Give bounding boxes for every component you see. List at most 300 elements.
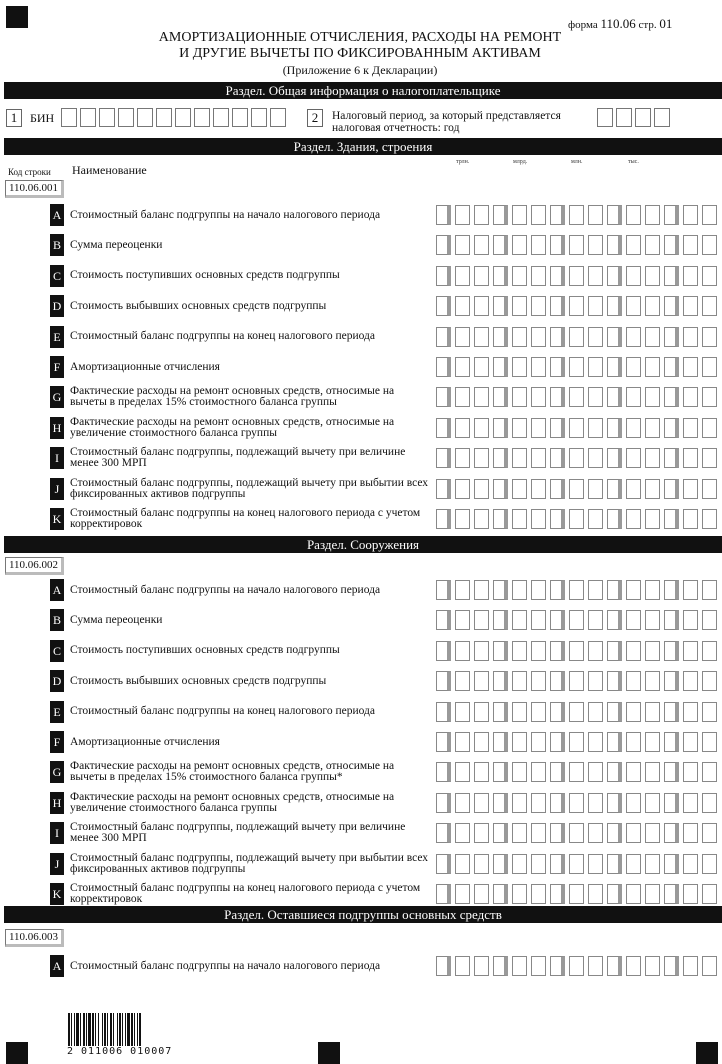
amount-cell[interactable] xyxy=(645,509,660,529)
amount-cell[interactable] xyxy=(493,479,508,499)
amount-cell[interactable] xyxy=(493,327,508,347)
amount-cell[interactable] xyxy=(683,327,698,347)
amount-cell[interactable] xyxy=(455,479,470,499)
amount-cell[interactable] xyxy=(474,641,489,661)
amount-input[interactable] xyxy=(436,235,721,255)
amount-cell[interactable] xyxy=(531,580,546,600)
amount-cell[interactable] xyxy=(474,387,489,407)
amount-cell[interactable] xyxy=(626,266,641,286)
amount-cell[interactable] xyxy=(569,793,584,813)
amount-cell[interactable] xyxy=(607,266,622,286)
amount-cell[interactable] xyxy=(588,702,603,722)
amount-cell[interactable] xyxy=(569,479,584,499)
amount-cell[interactable] xyxy=(512,479,527,499)
amount-cell[interactable] xyxy=(607,418,622,438)
amount-cell[interactable] xyxy=(531,793,546,813)
amount-cell[interactable] xyxy=(493,357,508,377)
amount-input[interactable] xyxy=(436,448,721,468)
bin-cell[interactable] xyxy=(118,108,134,127)
amount-cell[interactable] xyxy=(512,884,527,904)
amount-cell[interactable] xyxy=(626,732,641,752)
bin-cell[interactable] xyxy=(156,108,172,127)
amount-cell[interactable] xyxy=(588,296,603,316)
year-cell[interactable] xyxy=(654,108,670,127)
amount-cell[interactable] xyxy=(588,327,603,347)
amount-cell[interactable] xyxy=(683,235,698,255)
bin-cell[interactable] xyxy=(213,108,229,127)
amount-cell[interactable] xyxy=(626,956,641,976)
amount-cell[interactable] xyxy=(683,884,698,904)
amount-cell[interactable] xyxy=(664,641,679,661)
amount-cell[interactable] xyxy=(683,823,698,843)
amount-cell[interactable] xyxy=(550,884,565,904)
amount-cell[interactable] xyxy=(436,793,451,813)
amount-cell[interactable] xyxy=(550,956,565,976)
amount-cell[interactable] xyxy=(512,641,527,661)
amount-cell[interactable] xyxy=(493,702,508,722)
amount-cell[interactable] xyxy=(512,235,527,255)
amount-cell[interactable] xyxy=(569,235,584,255)
amount-cell[interactable] xyxy=(645,357,660,377)
amount-cell[interactable] xyxy=(436,266,451,286)
amount-cell[interactable] xyxy=(531,479,546,499)
amount-cell[interactable] xyxy=(664,266,679,286)
amount-cell[interactable] xyxy=(436,956,451,976)
amount-cell[interactable] xyxy=(626,823,641,843)
amount-cell[interactable] xyxy=(664,884,679,904)
amount-cell[interactable] xyxy=(512,702,527,722)
amount-cell[interactable] xyxy=(493,884,508,904)
amount-cell[interactable] xyxy=(531,205,546,225)
amount-cell[interactable] xyxy=(626,509,641,529)
amount-cell[interactable] xyxy=(474,793,489,813)
amount-cell[interactable] xyxy=(493,823,508,843)
amount-cell[interactable] xyxy=(550,610,565,630)
amount-input[interactable] xyxy=(436,641,721,661)
year-cell[interactable] xyxy=(635,108,651,127)
amount-cell[interactable] xyxy=(607,671,622,691)
amount-input[interactable] xyxy=(436,884,721,904)
amount-cell[interactable] xyxy=(455,702,470,722)
amount-cell[interactable] xyxy=(436,479,451,499)
amount-cell[interactable] xyxy=(436,418,451,438)
amount-cell[interactable] xyxy=(531,448,546,468)
amount-input[interactable] xyxy=(436,762,721,782)
amount-cell[interactable] xyxy=(588,357,603,377)
amount-cell[interactable] xyxy=(702,884,717,904)
amount-cell[interactable] xyxy=(588,418,603,438)
amount-cell[interactable] xyxy=(607,762,622,782)
amount-cell[interactable] xyxy=(436,732,451,752)
amount-cell[interactable] xyxy=(569,641,584,661)
amount-cell[interactable] xyxy=(550,702,565,722)
amount-cell[interactable] xyxy=(683,266,698,286)
amount-cell[interactable] xyxy=(664,823,679,843)
amount-input[interactable] xyxy=(436,418,721,438)
amount-cell[interactable] xyxy=(588,448,603,468)
amount-cell[interactable] xyxy=(512,387,527,407)
amount-cell[interactable] xyxy=(550,823,565,843)
amount-cell[interactable] xyxy=(474,479,489,499)
amount-input[interactable] xyxy=(436,671,721,691)
amount-cell[interactable] xyxy=(455,509,470,529)
amount-cell[interactable] xyxy=(531,641,546,661)
amount-cell[interactable] xyxy=(493,418,508,438)
amount-cell[interactable] xyxy=(645,641,660,661)
amount-cell[interactable] xyxy=(702,266,717,286)
amount-cell[interactable] xyxy=(607,884,622,904)
amount-cell[interactable] xyxy=(702,671,717,691)
amount-cell[interactable] xyxy=(455,205,470,225)
amount-cell[interactable] xyxy=(588,266,603,286)
amount-cell[interactable] xyxy=(512,823,527,843)
amount-cell[interactable] xyxy=(531,296,546,316)
amount-cell[interactable] xyxy=(512,448,527,468)
amount-cell[interactable] xyxy=(436,448,451,468)
amount-cell[interactable] xyxy=(645,610,660,630)
amount-cell[interactable] xyxy=(455,884,470,904)
amount-cell[interactable] xyxy=(702,418,717,438)
amount-cell[interactable] xyxy=(569,327,584,347)
amount-cell[interactable] xyxy=(664,956,679,976)
amount-cell[interactable] xyxy=(455,956,470,976)
amount-input[interactable] xyxy=(436,479,721,499)
amount-cell[interactable] xyxy=(455,641,470,661)
year-cell[interactable] xyxy=(616,108,632,127)
amount-cell[interactable] xyxy=(683,205,698,225)
amount-cell[interactable] xyxy=(588,479,603,499)
amount-cell[interactable] xyxy=(569,762,584,782)
amount-cell[interactable] xyxy=(474,418,489,438)
amount-cell[interactable] xyxy=(455,732,470,752)
amount-cell[interactable] xyxy=(550,793,565,813)
amount-cell[interactable] xyxy=(702,205,717,225)
amount-cell[interactable] xyxy=(664,732,679,752)
amount-cell[interactable] xyxy=(607,823,622,843)
amount-cell[interactable] xyxy=(645,205,660,225)
amount-cell[interactable] xyxy=(645,296,660,316)
amount-cell[interactable] xyxy=(626,671,641,691)
amount-cell[interactable] xyxy=(550,641,565,661)
amount-cell[interactable] xyxy=(645,479,660,499)
amount-cell[interactable] xyxy=(664,327,679,347)
amount-cell[interactable] xyxy=(683,509,698,529)
amount-cell[interactable] xyxy=(512,793,527,813)
amount-cell[interactable] xyxy=(436,762,451,782)
amount-cell[interactable] xyxy=(645,793,660,813)
amount-cell[interactable] xyxy=(645,266,660,286)
tax-year-input[interactable] xyxy=(597,108,670,127)
amount-cell[interactable] xyxy=(493,762,508,782)
amount-cell[interactable] xyxy=(569,671,584,691)
amount-cell[interactable] xyxy=(569,884,584,904)
amount-cell[interactable] xyxy=(645,387,660,407)
amount-cell[interactable] xyxy=(664,702,679,722)
amount-cell[interactable] xyxy=(626,641,641,661)
amount-input[interactable] xyxy=(436,956,721,976)
amount-cell[interactable] xyxy=(645,854,660,874)
amount-cell[interactable] xyxy=(683,580,698,600)
amount-cell[interactable] xyxy=(436,509,451,529)
amount-cell[interactable] xyxy=(493,671,508,691)
amount-cell[interactable] xyxy=(702,448,717,468)
amount-cell[interactable] xyxy=(493,448,508,468)
amount-cell[interactable] xyxy=(664,235,679,255)
amount-cell[interactable] xyxy=(569,854,584,874)
amount-cell[interactable] xyxy=(569,956,584,976)
amount-cell[interactable] xyxy=(436,702,451,722)
amount-cell[interactable] xyxy=(626,702,641,722)
amount-cell[interactable] xyxy=(645,448,660,468)
amount-cell[interactable] xyxy=(493,641,508,661)
amount-cell[interactable] xyxy=(626,793,641,813)
amount-cell[interactable] xyxy=(455,387,470,407)
amount-cell[interactable] xyxy=(569,509,584,529)
amount-cell[interactable] xyxy=(493,854,508,874)
amount-cell[interactable] xyxy=(493,580,508,600)
bin-cell[interactable] xyxy=(251,108,267,127)
amount-cell[interactable] xyxy=(455,793,470,813)
amount-cell[interactable] xyxy=(512,671,527,691)
amount-input[interactable] xyxy=(436,823,721,843)
amount-cell[interactable] xyxy=(512,418,527,438)
amount-cell[interactable] xyxy=(474,235,489,255)
amount-cell[interactable] xyxy=(702,479,717,499)
amount-cell[interactable] xyxy=(588,793,603,813)
amount-cell[interactable] xyxy=(664,671,679,691)
amount-cell[interactable] xyxy=(493,235,508,255)
amount-cell[interactable] xyxy=(531,610,546,630)
amount-cell[interactable] xyxy=(607,641,622,661)
amount-cell[interactable] xyxy=(664,296,679,316)
amount-input[interactable] xyxy=(436,580,721,600)
amount-cell[interactable] xyxy=(645,671,660,691)
amount-cell[interactable] xyxy=(702,327,717,347)
amount-cell[interactable] xyxy=(626,448,641,468)
amount-input[interactable] xyxy=(436,610,721,630)
amount-input[interactable] xyxy=(436,205,721,225)
bin-cell[interactable] xyxy=(61,108,77,127)
amount-cell[interactable] xyxy=(474,884,489,904)
amount-cell[interactable] xyxy=(588,854,603,874)
year-cell[interactable] xyxy=(597,108,613,127)
amount-cell[interactable] xyxy=(626,357,641,377)
amount-cell[interactable] xyxy=(550,418,565,438)
amount-cell[interactable] xyxy=(569,266,584,286)
amount-cell[interactable] xyxy=(702,357,717,377)
amount-cell[interactable] xyxy=(550,580,565,600)
amount-cell[interactable] xyxy=(607,509,622,529)
amount-cell[interactable] xyxy=(493,956,508,976)
amount-cell[interactable] xyxy=(550,387,565,407)
amount-cell[interactable] xyxy=(436,296,451,316)
amount-cell[interactable] xyxy=(512,956,527,976)
amount-input[interactable] xyxy=(436,732,721,752)
amount-cell[interactable] xyxy=(607,793,622,813)
amount-cell[interactable] xyxy=(550,854,565,874)
amount-input[interactable] xyxy=(436,793,721,813)
amount-cell[interactable] xyxy=(436,884,451,904)
amount-cell[interactable] xyxy=(493,509,508,529)
amount-cell[interactable] xyxy=(455,610,470,630)
amount-cell[interactable] xyxy=(702,580,717,600)
amount-cell[interactable] xyxy=(664,479,679,499)
amount-cell[interactable] xyxy=(588,884,603,904)
amount-cell[interactable] xyxy=(683,956,698,976)
amount-cell[interactable] xyxy=(531,956,546,976)
amount-cell[interactable] xyxy=(493,266,508,286)
amount-cell[interactable] xyxy=(569,296,584,316)
amount-cell[interactable] xyxy=(512,580,527,600)
amount-cell[interactable] xyxy=(455,580,470,600)
amount-cell[interactable] xyxy=(645,884,660,904)
amount-cell[interactable] xyxy=(455,448,470,468)
amount-cell[interactable] xyxy=(512,610,527,630)
amount-cell[interactable] xyxy=(683,357,698,377)
amount-cell[interactable] xyxy=(702,610,717,630)
amount-cell[interactable] xyxy=(588,509,603,529)
amount-cell[interactable] xyxy=(683,641,698,661)
amount-cell[interactable] xyxy=(607,580,622,600)
amount-cell[interactable] xyxy=(493,296,508,316)
bin-cell[interactable] xyxy=(232,108,248,127)
amount-cell[interactable] xyxy=(474,854,489,874)
amount-cell[interactable] xyxy=(683,702,698,722)
amount-cell[interactable] xyxy=(645,580,660,600)
amount-cell[interactable] xyxy=(436,327,451,347)
amount-cell[interactable] xyxy=(474,580,489,600)
amount-cell[interactable] xyxy=(645,956,660,976)
amount-cell[interactable] xyxy=(474,448,489,468)
amount-cell[interactable] xyxy=(550,732,565,752)
amount-cell[interactable] xyxy=(512,732,527,752)
amount-input[interactable] xyxy=(436,387,721,407)
amount-cell[interactable] xyxy=(550,357,565,377)
amount-cell[interactable] xyxy=(436,671,451,691)
amount-cell[interactable] xyxy=(702,854,717,874)
amount-cell[interactable] xyxy=(702,793,717,813)
amount-cell[interactable] xyxy=(550,205,565,225)
amount-cell[interactable] xyxy=(569,205,584,225)
bin-cell[interactable] xyxy=(194,108,210,127)
amount-cell[interactable] xyxy=(607,357,622,377)
amount-cell[interactable] xyxy=(626,296,641,316)
amount-cell[interactable] xyxy=(683,387,698,407)
amount-cell[interactable] xyxy=(531,884,546,904)
amount-cell[interactable] xyxy=(588,762,603,782)
bin-input[interactable] xyxy=(61,108,286,127)
amount-cell[interactable] xyxy=(550,327,565,347)
amount-cell[interactable] xyxy=(607,387,622,407)
amount-input[interactable] xyxy=(436,509,721,529)
bin-cell[interactable] xyxy=(99,108,115,127)
amount-cell[interactable] xyxy=(455,671,470,691)
amount-cell[interactable] xyxy=(702,296,717,316)
amount-cell[interactable] xyxy=(664,509,679,529)
amount-cell[interactable] xyxy=(683,610,698,630)
amount-cell[interactable] xyxy=(702,509,717,529)
amount-cell[interactable] xyxy=(493,387,508,407)
amount-cell[interactable] xyxy=(455,418,470,438)
amount-cell[interactable] xyxy=(664,762,679,782)
bin-cell[interactable] xyxy=(175,108,191,127)
amount-cell[interactable] xyxy=(664,418,679,438)
amount-cell[interactable] xyxy=(607,854,622,874)
amount-cell[interactable] xyxy=(436,205,451,225)
amount-cell[interactable] xyxy=(436,823,451,843)
amount-cell[interactable] xyxy=(607,479,622,499)
amount-cell[interactable] xyxy=(550,448,565,468)
amount-cell[interactable] xyxy=(512,296,527,316)
amount-cell[interactable] xyxy=(474,296,489,316)
amount-cell[interactable] xyxy=(531,357,546,377)
amount-cell[interactable] xyxy=(626,205,641,225)
amount-cell[interactable] xyxy=(512,762,527,782)
amount-cell[interactable] xyxy=(569,387,584,407)
amount-cell[interactable] xyxy=(683,479,698,499)
amount-cell[interactable] xyxy=(588,671,603,691)
amount-cell[interactable] xyxy=(550,296,565,316)
amount-input[interactable] xyxy=(436,296,721,316)
amount-cell[interactable] xyxy=(702,823,717,843)
amount-cell[interactable] xyxy=(683,854,698,874)
amount-cell[interactable] xyxy=(645,732,660,752)
amount-cell[interactable] xyxy=(512,854,527,874)
amount-cell[interactable] xyxy=(512,357,527,377)
amount-cell[interactable] xyxy=(588,641,603,661)
amount-cell[interactable] xyxy=(474,357,489,377)
amount-cell[interactable] xyxy=(512,205,527,225)
amount-cell[interactable] xyxy=(493,732,508,752)
amount-cell[interactable] xyxy=(626,479,641,499)
amount-cell[interactable] xyxy=(626,327,641,347)
amount-cell[interactable] xyxy=(531,671,546,691)
amount-cell[interactable] xyxy=(664,387,679,407)
amount-cell[interactable] xyxy=(607,732,622,752)
amount-cell[interactable] xyxy=(474,266,489,286)
amount-cell[interactable] xyxy=(455,357,470,377)
amount-cell[interactable] xyxy=(626,884,641,904)
amount-cell[interactable] xyxy=(607,702,622,722)
amount-cell[interactable] xyxy=(531,702,546,722)
amount-cell[interactable] xyxy=(702,956,717,976)
bin-cell[interactable] xyxy=(80,108,96,127)
amount-cell[interactable] xyxy=(531,387,546,407)
amount-cell[interactable] xyxy=(626,235,641,255)
amount-cell[interactable] xyxy=(626,580,641,600)
amount-cell[interactable] xyxy=(645,235,660,255)
amount-cell[interactable] xyxy=(455,762,470,782)
amount-cell[interactable] xyxy=(455,854,470,874)
amount-cell[interactable] xyxy=(683,296,698,316)
amount-cell[interactable] xyxy=(474,509,489,529)
amount-cell[interactable] xyxy=(474,702,489,722)
amount-cell[interactable] xyxy=(493,205,508,225)
amount-cell[interactable] xyxy=(436,235,451,255)
amount-cell[interactable] xyxy=(550,762,565,782)
amount-cell[interactable] xyxy=(588,823,603,843)
amount-cell[interactable] xyxy=(664,448,679,468)
amount-cell[interactable] xyxy=(607,235,622,255)
amount-cell[interactable] xyxy=(569,732,584,752)
amount-cell[interactable] xyxy=(626,610,641,630)
amount-cell[interactable] xyxy=(550,671,565,691)
amount-cell[interactable] xyxy=(588,580,603,600)
amount-cell[interactable] xyxy=(683,671,698,691)
amount-cell[interactable] xyxy=(664,854,679,874)
amount-cell[interactable] xyxy=(436,387,451,407)
amount-cell[interactable] xyxy=(626,418,641,438)
